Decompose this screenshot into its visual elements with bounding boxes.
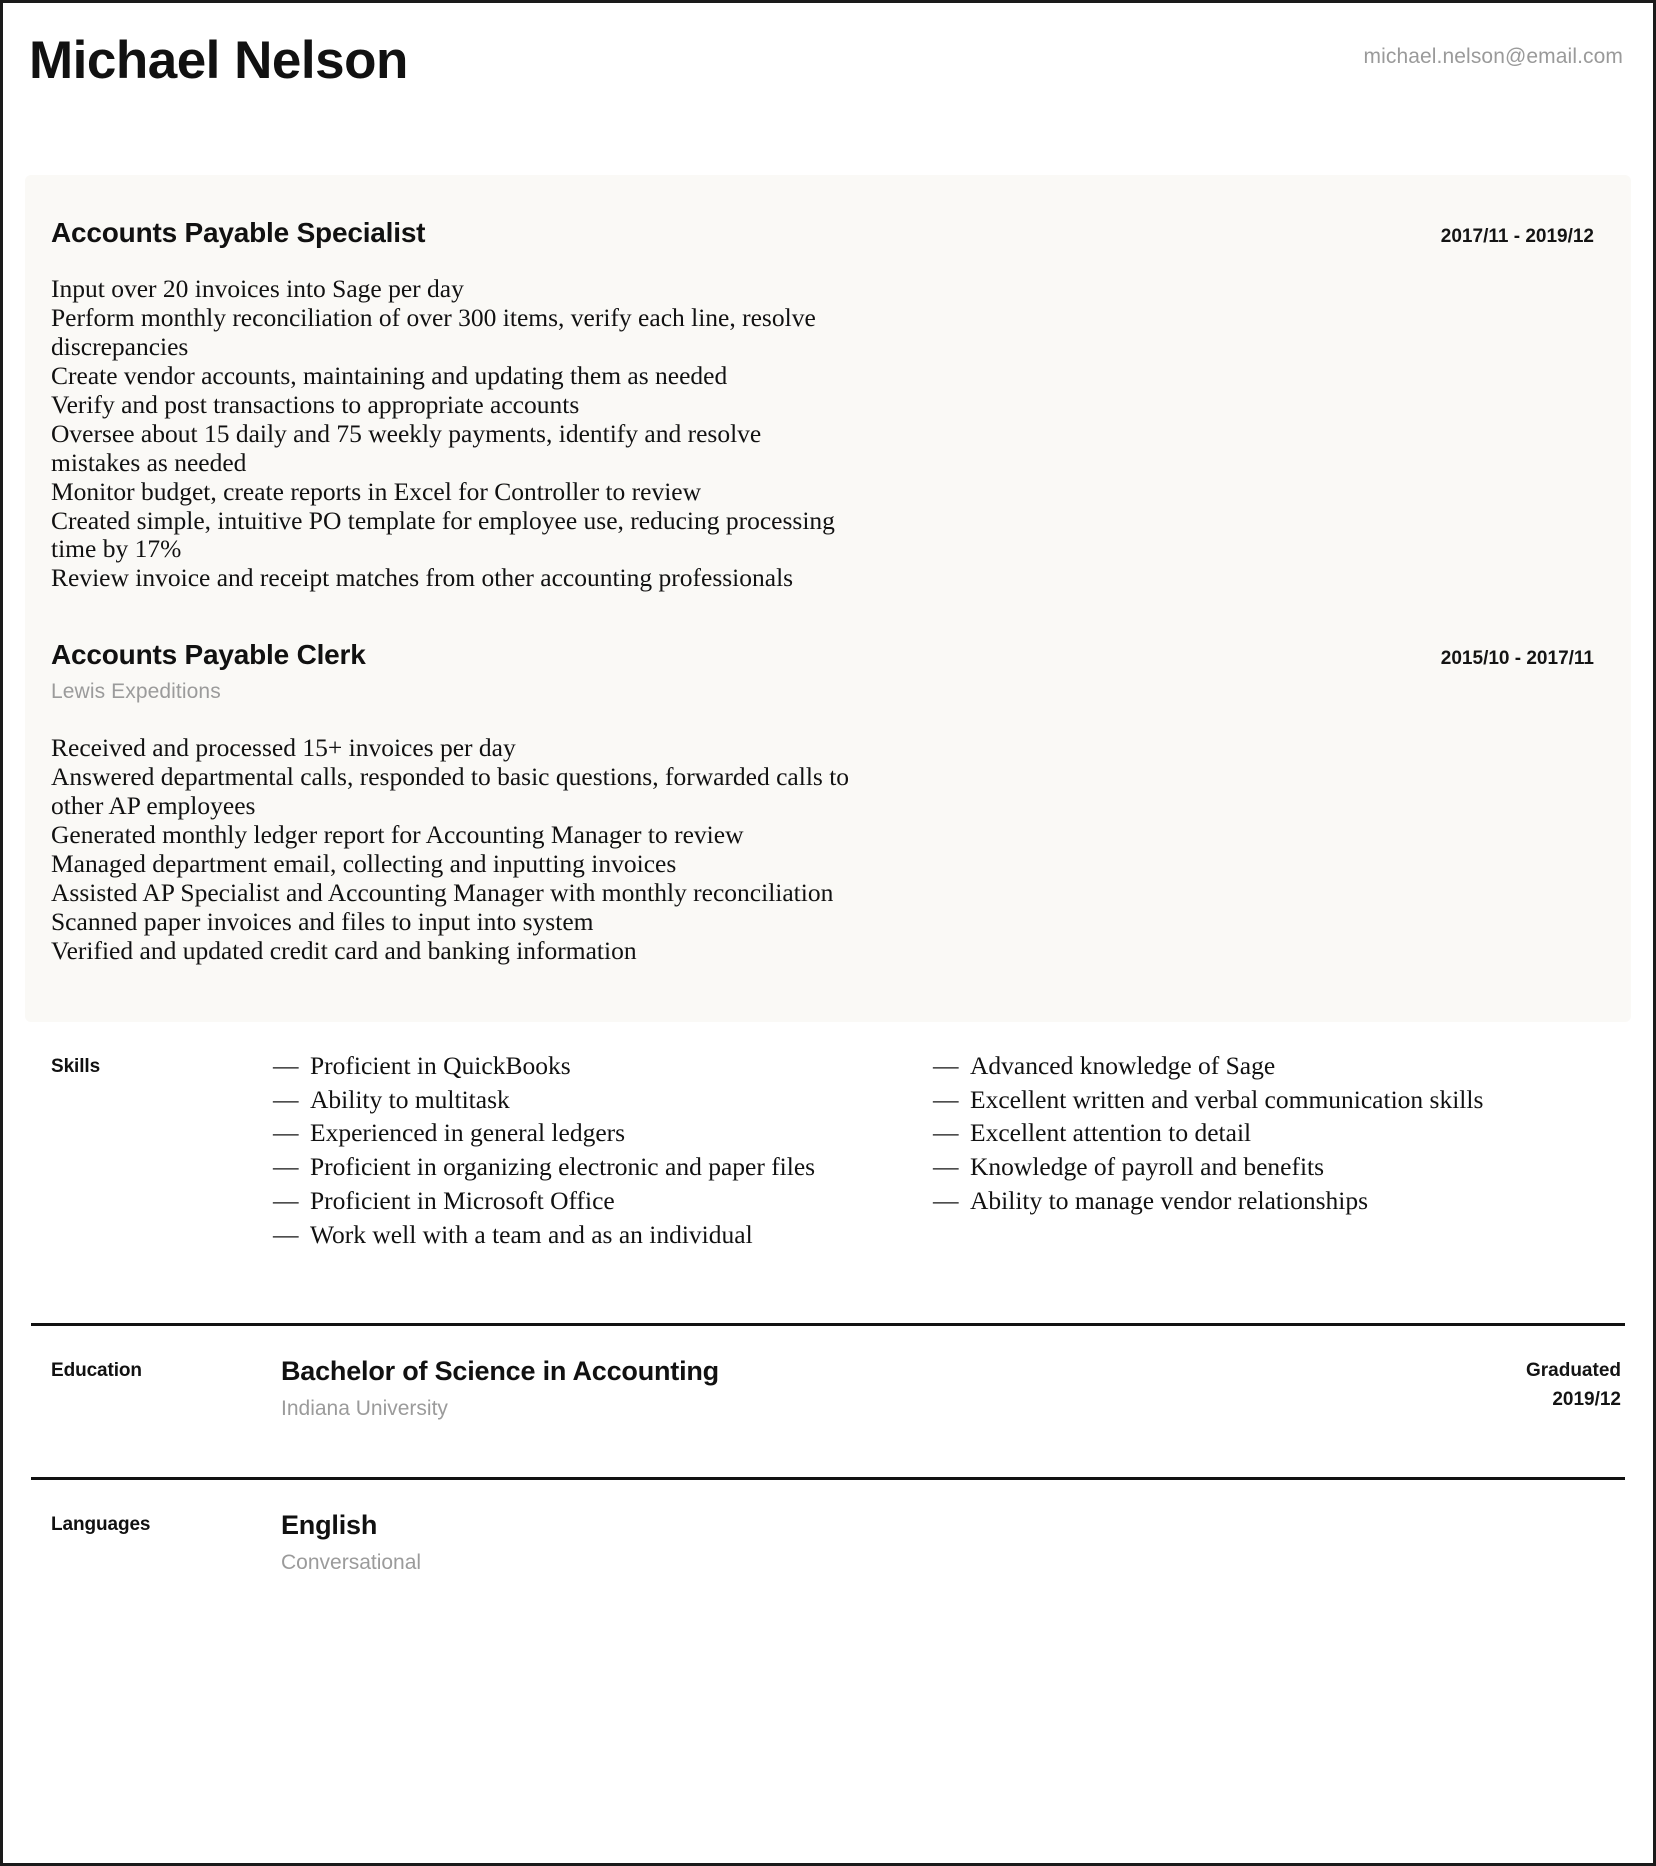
dash-icon: —: [273, 1186, 299, 1216]
contact-email: michael.nelson@email.com: [1363, 45, 1623, 68]
skill-item: [933, 1086, 1533, 1115]
dash-icon: —: [273, 1219, 299, 1249]
dash-icon: —: [273, 1152, 299, 1182]
dash-icon: —: [273, 1118, 299, 1148]
language-entry: [273, 1510, 1621, 1575]
skills-column-left: [273, 1052, 913, 1255]
experience-section: [25, 175, 1631, 1022]
skill-item: [933, 1052, 1533, 1081]
job-bullet: Review invoice and receipt matches from other accounting professionals: [51, 563, 794, 593]
education-label: Education: [51, 1359, 142, 1381]
skill-item: [273, 1086, 913, 1115]
experience-entry: [51, 639, 1597, 966]
skill-label: Experienced in general ledgers: [310, 1118, 626, 1148]
experience-entry-header: [51, 217, 1597, 249]
job-bullet: Answered departmental calls, responded to basic questions, forwarded calls to other AP employees: [51, 762, 850, 821]
skill-label: Ability to multitask: [310, 1084, 510, 1114]
page-title: Michael Nelson: [29, 31, 408, 90]
dash-icon: —: [933, 1186, 959, 1216]
degree-title: Bachelor of Science in Accounting: [281, 1355, 719, 1386]
education-status: [1526, 1356, 1623, 1421]
education-section: [25, 1326, 1631, 1421]
experience-entry: [51, 217, 1597, 593]
job-title: Accounts Payable Clerk: [51, 639, 366, 671]
job-bullet: Verify and post transactions to appropriate accounts: [51, 389, 580, 419]
languages-label: Languages: [51, 1513, 151, 1535]
job-description: [51, 734, 1597, 966]
dash-icon: —: [273, 1050, 299, 1080]
dash-icon: —: [933, 1118, 959, 1148]
job-bullet: Scanned paper invoices and files to input into system: [51, 906, 594, 936]
skill-label: Knowledge of payroll and benefits: [970, 1152, 1325, 1182]
graduation-status: Graduated: [1525, 1359, 1621, 1381]
skills-label: Skills: [51, 1055, 101, 1077]
graduation-date: 2019/12: [1552, 1389, 1621, 1411]
skill-label: Excellent attention to detail: [970, 1118, 1252, 1148]
skill-item: [933, 1153, 1533, 1182]
skill-label: Proficient in QuickBooks: [310, 1050, 571, 1080]
job-bullet: Verified and updated credit card and banking information: [51, 935, 637, 965]
job-bullet: Input over 20 invoices into Sage per day: [51, 274, 464, 303]
skill-item: [273, 1221, 913, 1250]
school-name: Indiana University: [281, 1396, 448, 1420]
job-bullet: Generated monthly ledger report for Accounting Manager to review: [51, 820, 744, 850]
skill-label: Proficient in organizing electronic and paper files: [310, 1152, 816, 1182]
skills-section: [25, 1052, 1631, 1255]
skill-label: Work well with a team and as an individual: [310, 1219, 753, 1249]
dash-icon: —: [933, 1084, 959, 1114]
skill-item: [273, 1187, 913, 1216]
languages-right-spacer: [1621, 1510, 1623, 1575]
skill-item: [273, 1119, 913, 1148]
job-bullet: Oversee about 15 daily and 75 weekly payments, identify and resolve mistakes as needed: [51, 418, 762, 477]
job-bullet: Create vendor accounts, maintaining and updating them as needed: [51, 360, 728, 390]
job-dates: 2017/11 - 2019/12: [1440, 226, 1594, 247]
language-name: English: [281, 1509, 378, 1540]
job-company: Lewis Expeditions: [51, 680, 221, 704]
job-bullet: Created simple, intuitive PO template for employee use, reducing processing time by 17%: [51, 505, 835, 564]
dash-icon: —: [273, 1084, 299, 1114]
skill-item: [933, 1187, 1533, 1216]
job-bullet: Managed department email, collecting and inputting invoices: [51, 849, 677, 879]
skill-label: Advanced knowledge of Sage: [970, 1050, 1276, 1080]
skill-label: Excellent written and verbal communication skills: [970, 1084, 1484, 1114]
job-bullet: Monitor budget, create reports in Excel for Controller to review: [51, 476, 702, 506]
skill-label: Proficient in Microsoft Office: [310, 1186, 615, 1216]
skill-item: [933, 1119, 1533, 1148]
job-title: Accounts Payable Specialist: [51, 217, 426, 248]
skill-item: [273, 1052, 913, 1081]
skill-item: [273, 1153, 913, 1182]
job-description: [51, 275, 1597, 593]
job-bullet: Received and processed 15+ invoices per day: [51, 733, 516, 763]
skills-columns: [273, 1052, 1623, 1255]
job-dates: 2015/10 - 2017/11: [1440, 648, 1594, 670]
languages-section: [25, 1480, 1631, 1575]
language-level: Conversational: [281, 1550, 422, 1574]
job-bullet: Perform monthly reconciliation of over 300 items, verify each line, resolve discrepancies: [51, 302, 816, 361]
job-bullet: Assisted AP Specialist and Accounting Manager with monthly reconciliation: [51, 878, 834, 907]
resume-header: [3, 3, 1653, 143]
dash-icon: —: [933, 1050, 959, 1080]
experience-entry-header: [51, 639, 1597, 671]
skills-column-right: [933, 1052, 1533, 1255]
skill-label: Ability to manage vendor relationships: [970, 1186, 1369, 1216]
dash-icon: —: [933, 1152, 959, 1182]
education-entry: [273, 1356, 1526, 1421]
